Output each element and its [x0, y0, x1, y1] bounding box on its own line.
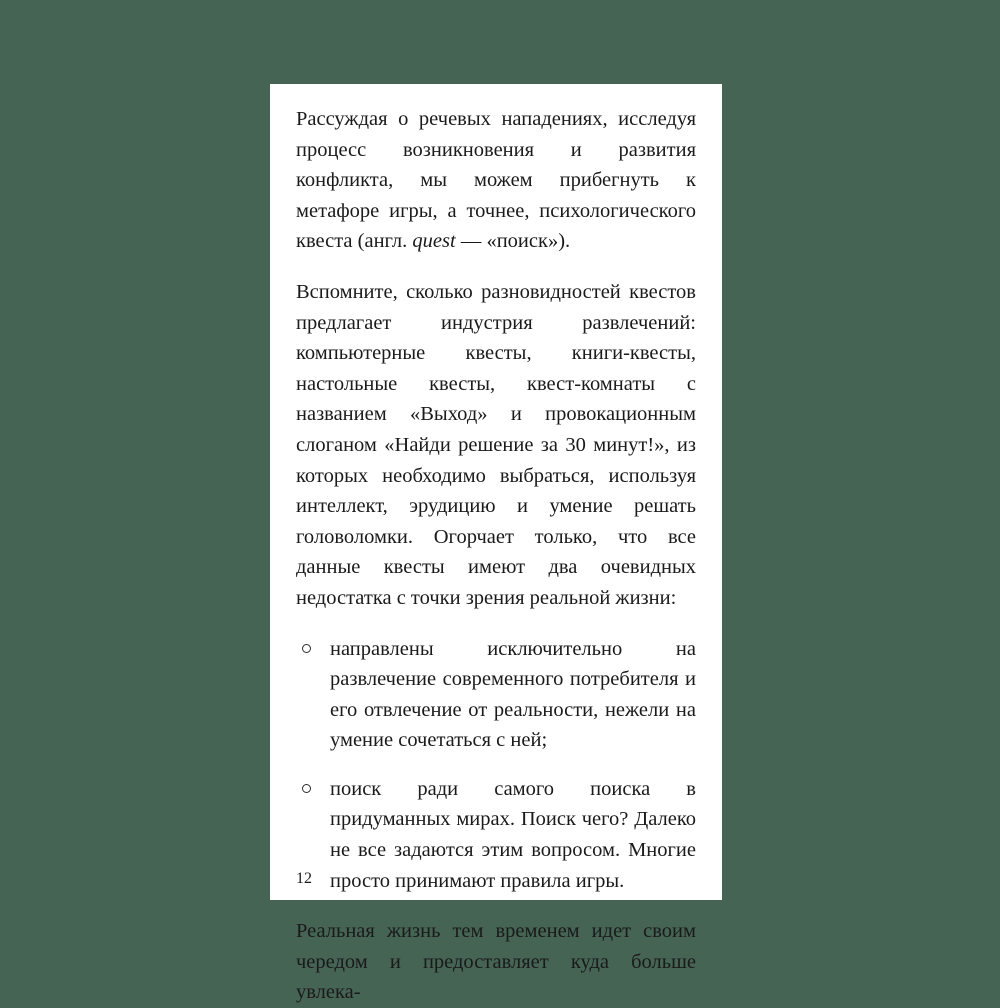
paragraph-intro	[296, 104, 696, 257]
drawbacks-list	[296, 634, 696, 897]
paragraph-intro-text-before: Рассуждая о речевых нападениях, исследуя процесс возникновения и развития конфликта, мы можем прибегнуть к метафоре игры, а точнее, психологического квеста (англ.	[296, 108, 696, 253]
list-item	[296, 774, 696, 896]
list-item-label: поиск ради самого поиска в придуманных мирах. Поиск чего? Далеко не все задаются этим вопросом. Многие просто принимают правила игры.	[330, 777, 696, 892]
list-item-label: направлены исключительно на развлечение современного потребителя и его отвлечение от реальности, нежели на умение сочетаться с ней;	[330, 637, 696, 752]
paragraph-real-life: Реальная жизнь тем временем идет своим чередом и предоставляет куда больше увлека-	[296, 920, 696, 1004]
book-page	[270, 84, 722, 1004]
paragraph-intro-text-after: — «поиск»).	[455, 230, 571, 253]
page-number: 12	[296, 870, 312, 887]
circle-bullet-icon	[302, 784, 311, 793]
list-item	[296, 634, 696, 756]
paragraph-quest-types: Вспомните, сколько разновидностей квестов предлагает индустрия развлечений: компьютерные квесты, книги-квесты, настольные квесты, квест-комнаты с названием «Выход» и провокационным слоганом «Найди решение за 30 минут!», из которых необходимо выбраться, используя интеллект, эрудицию и умение решать головоломки. Огорчает только, что все данные квесты имеют два очевидных недостатка с точки зрения реальной жизни:	[296, 280, 696, 609]
foreign-term-quest: quest	[412, 230, 456, 253]
circle-bullet-icon	[302, 644, 311, 653]
